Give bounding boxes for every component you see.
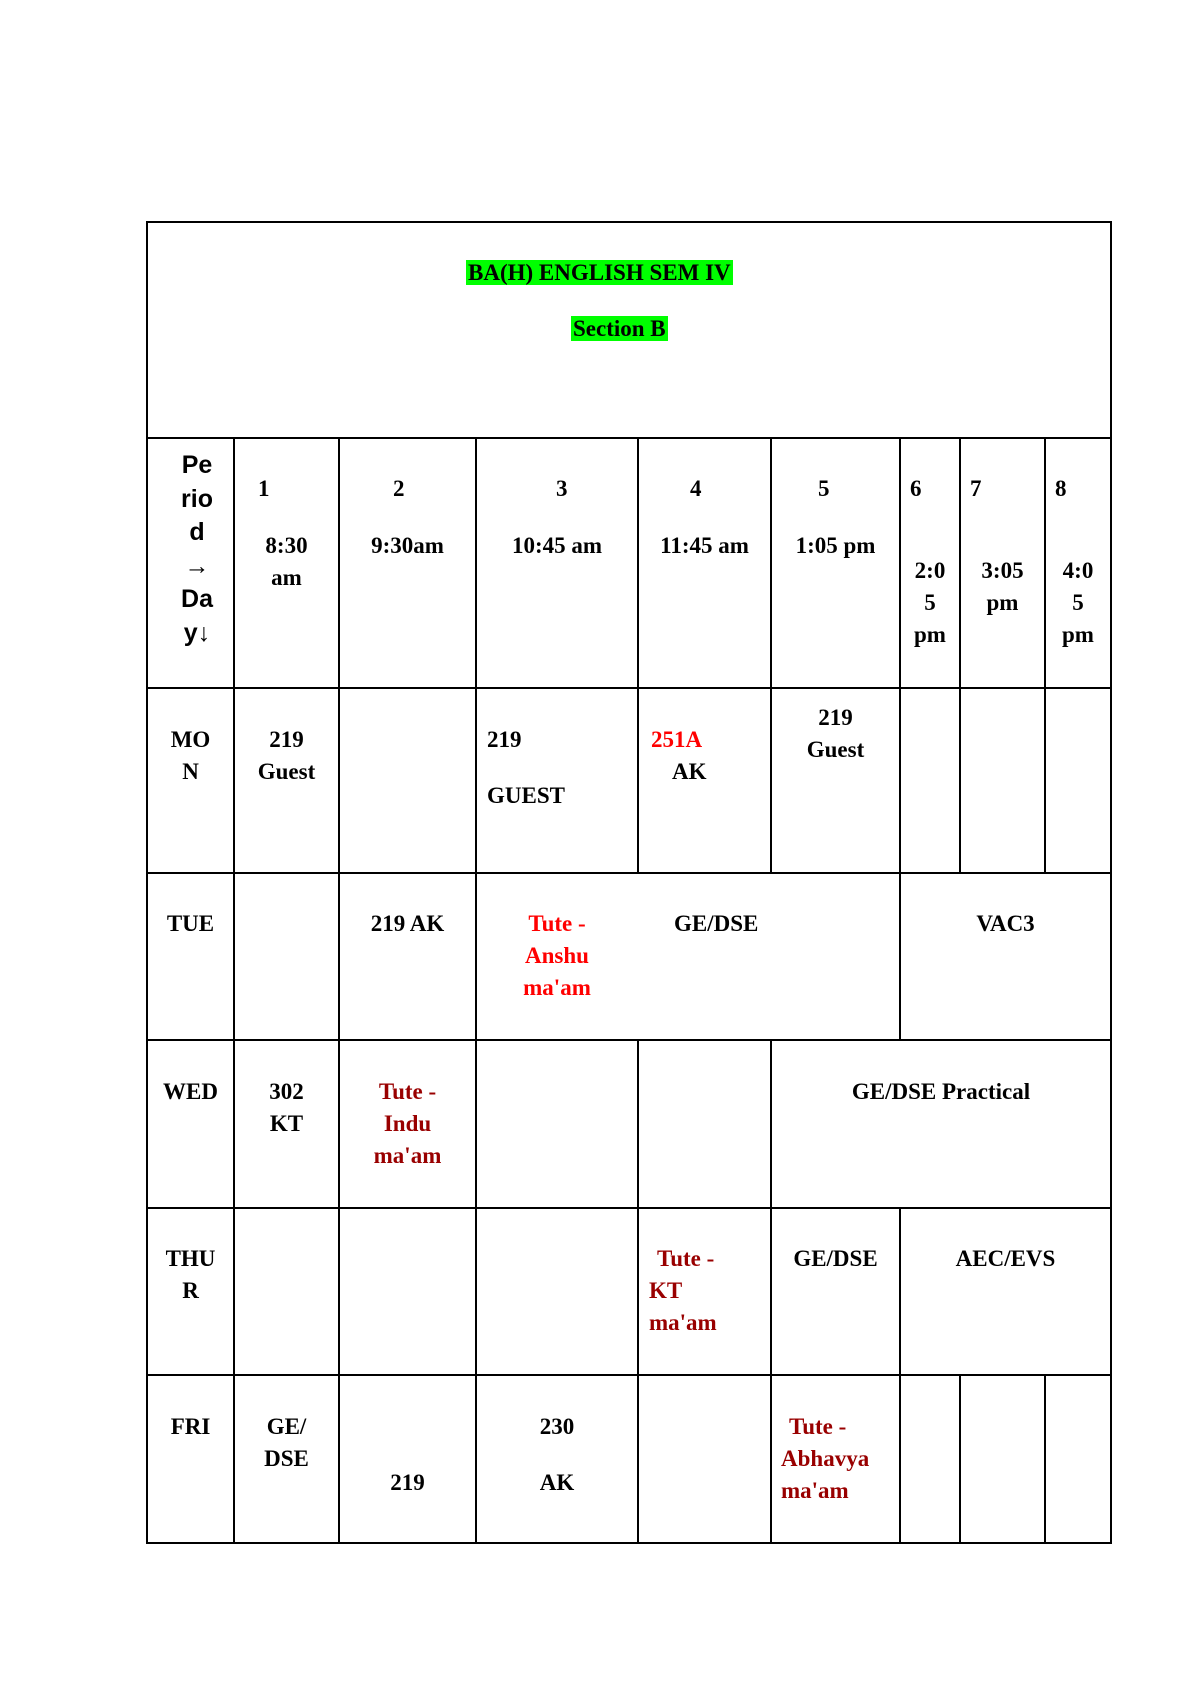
fri-period-3: 230 AK [539, 1414, 575, 1495]
wed-period-1: 302 KT [269, 1079, 304, 1136]
period-5-number: 5 [818, 476, 830, 501]
grid-line [1044, 1374, 1046, 1544]
wed-period-2-tutorial: Tute - Indu ma'am [373, 1079, 442, 1168]
grid-line [637, 437, 639, 874]
thu-period-5: GE/DSE [793, 1246, 878, 1271]
day-label-fri: FRI [170, 1414, 211, 1439]
section-title [571, 313, 668, 345]
grid-line [1044, 437, 1046, 874]
grid-line [899, 437, 901, 1041]
grid-line [959, 437, 961, 874]
mon-period-1: 219 Guest [257, 727, 316, 784]
grid-line [637, 1039, 639, 1544]
period-2-time: 9:30am [371, 533, 444, 558]
grid-line [770, 437, 772, 874]
thu-period-6-8: AEC/EVS [955, 1246, 1056, 1271]
grid-line [1110, 221, 1112, 1544]
grid-line [146, 221, 1112, 223]
title-line-2: Section B [573, 316, 666, 341]
grid-line [146, 221, 148, 1544]
period-8-time: 4:0 5 pm [1062, 558, 1094, 647]
fri-period-2: 219 [390, 1470, 425, 1495]
fri-period-5-tutorial: Tute - Abhavya ma'am [781, 1414, 870, 1503]
period-3-time: 10:45 am [511, 533, 603, 558]
period-5-time: 1:05 pm [795, 533, 876, 558]
period-8-number: 8 [1055, 476, 1067, 501]
mon-period-4 [651, 724, 707, 788]
tue-period-4-5: GE/DSE [674, 911, 759, 936]
period-1-time: 8:30 am [265, 533, 308, 590]
grid-line [338, 437, 340, 1544]
period-4-number: 4 [690, 476, 702, 501]
day-label-mon: MO N [170, 727, 211, 784]
fri-period-1: GE/ DSE [264, 1414, 309, 1471]
grid-line [146, 687, 1112, 689]
tue-period-3-tutorial: Tute - Anshu ma'am [523, 911, 591, 1000]
day-label-tue: TUE [166, 911, 215, 936]
grid-line [146, 1374, 1112, 1376]
period-6-number: 6 [910, 476, 922, 501]
grid-line [146, 1039, 1112, 1041]
grid-line [146, 872, 1112, 874]
period-6-time: 2:0 5 pm [914, 558, 946, 647]
period-7-number: 7 [970, 476, 982, 501]
period-1-number: 1 [258, 476, 270, 501]
grid-line [146, 1542, 1112, 1544]
period-2-number: 2 [393, 476, 405, 501]
grid-line [770, 1039, 772, 1544]
period-4-time: 11:45 am [660, 533, 749, 558]
day-label-wed: WED [163, 1079, 218, 1104]
period-7-time: 3:05 pm [981, 558, 1024, 615]
mon-period-5: 219 Guest [806, 705, 865, 762]
grid-line [146, 1207, 1112, 1209]
room-number: 251A [651, 727, 703, 752]
wed-period-5-8: GE/DSE Practical [851, 1079, 1031, 1104]
title-line-1: BA(H) ENGLISH SEM IV [468, 260, 731, 285]
grid-line [146, 437, 1112, 439]
thu-period-4-tutorial: Tute - KT ma'am [649, 1246, 717, 1335]
page-title [466, 257, 733, 289]
period-3-number: 3 [556, 476, 568, 501]
mon-period-3: 219 GUEST [487, 727, 565, 808]
day-label-thu: THU R [165, 1246, 216, 1303]
corner-header: Pe rio d → Da y↓ [181, 451, 213, 647]
teacher-code: AK [672, 759, 707, 784]
grid-line [959, 1374, 961, 1544]
tue-period-6-8: VAC3 [976, 911, 1035, 936]
tue-period-2: 219 AK [370, 911, 445, 936]
